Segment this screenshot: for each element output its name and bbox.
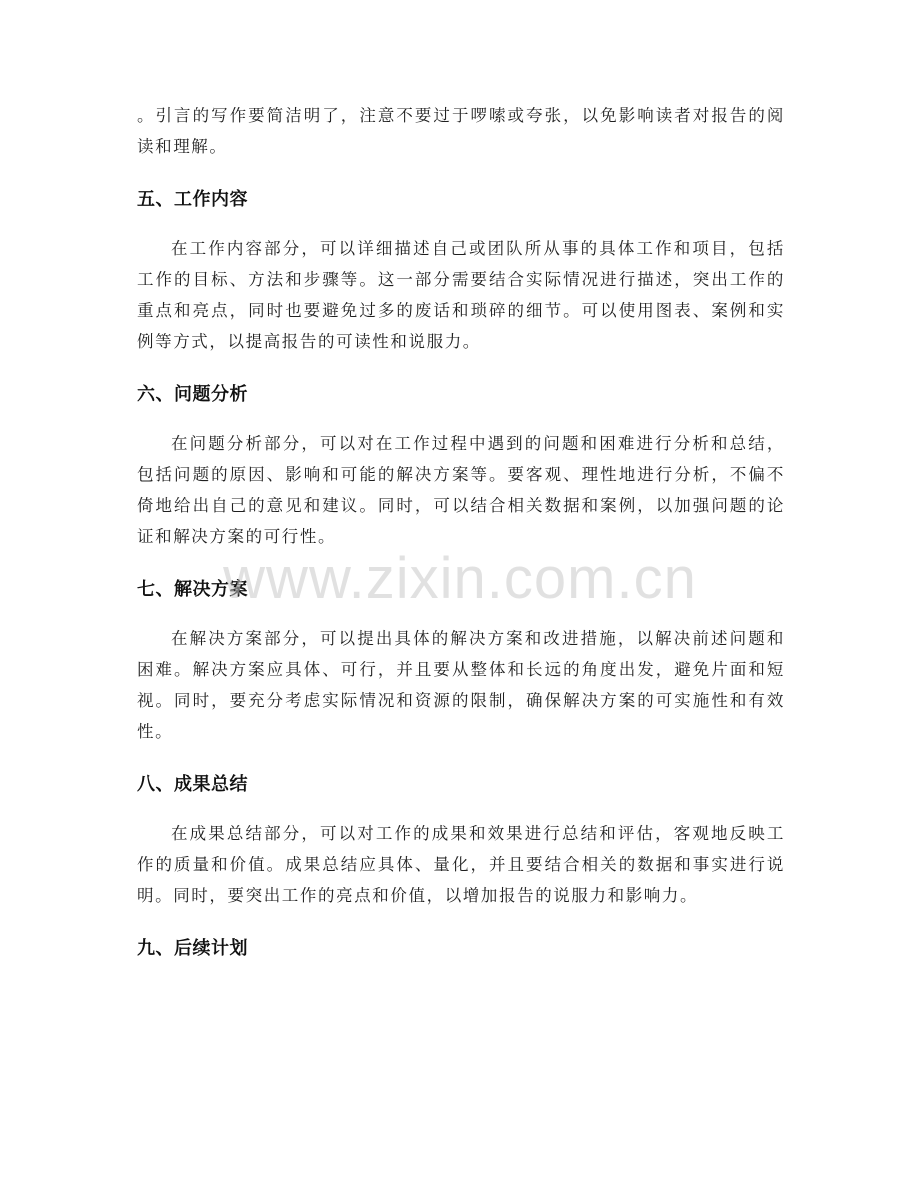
section-heading-follow-up-plan: 九、后续计划 [137,938,248,959]
section-body-results-summary: 在成果总结部分，可以对工作的成果和效果进行总结和评估，客观地反映工作的质量和价值。成果总结应具体、量化，并且要结合相关的数据和事实进行说明。同时，要突出工作的亮点和价值，以增加报告的说服力和影响力。 [137,824,785,905]
section-body-solutions: 在解决方案部分，可以提出具体的解决方案和改进措施，以解决前述问题和困难。解决方案应具体、可行，并且要从整体和长远的角度出发，避免片面和短视。同时，要充分考虑实际情况和资源的限制，确保解决方案的可实施性和有效性。 [137,629,785,741]
section-body-work-content: 在工作内容部分，可以详细描述自己或团队所从事的具体工作和项目，包括工作的目标、方法和步骤等。这一部分需要结合实际情况进行描述，突出工作的重点和亮点，同时也要避免过多的废话和琐碎的细节。可以使用图表、案例和实例等方式，以提高报告的可读性和说服力。 [137,239,785,351]
document-content [137,100,785,964]
section-heading-work-content: 五、工作内容 [137,189,248,210]
section-body-problem-analysis: 在问题分析部分，可以对在工作过程中遇到的问题和困难进行分析和总结，包括问题的原因、影响和可能的解决方案等。要客观、理性地进行分析，不偏不倚地给出自己的意见和建议。同时，可以结合相关数据和案例，以加强问题的论证和解决方案的可行性。 [137,434,785,546]
watermark: www.zixin.com.cn [223,546,697,611]
intro-paragraph-tail: 。引言的写作要简洁明了，注意不要过于啰嗦或夸张，以免影响读者对报告的阅读和理解。 [137,106,785,156]
section-heading-results-summary: 八、成果总结 [137,774,248,795]
section-heading-problem-analysis: 六、问题分析 [137,384,248,405]
section-heading-solutions: 七、解决方案 [137,579,248,600]
